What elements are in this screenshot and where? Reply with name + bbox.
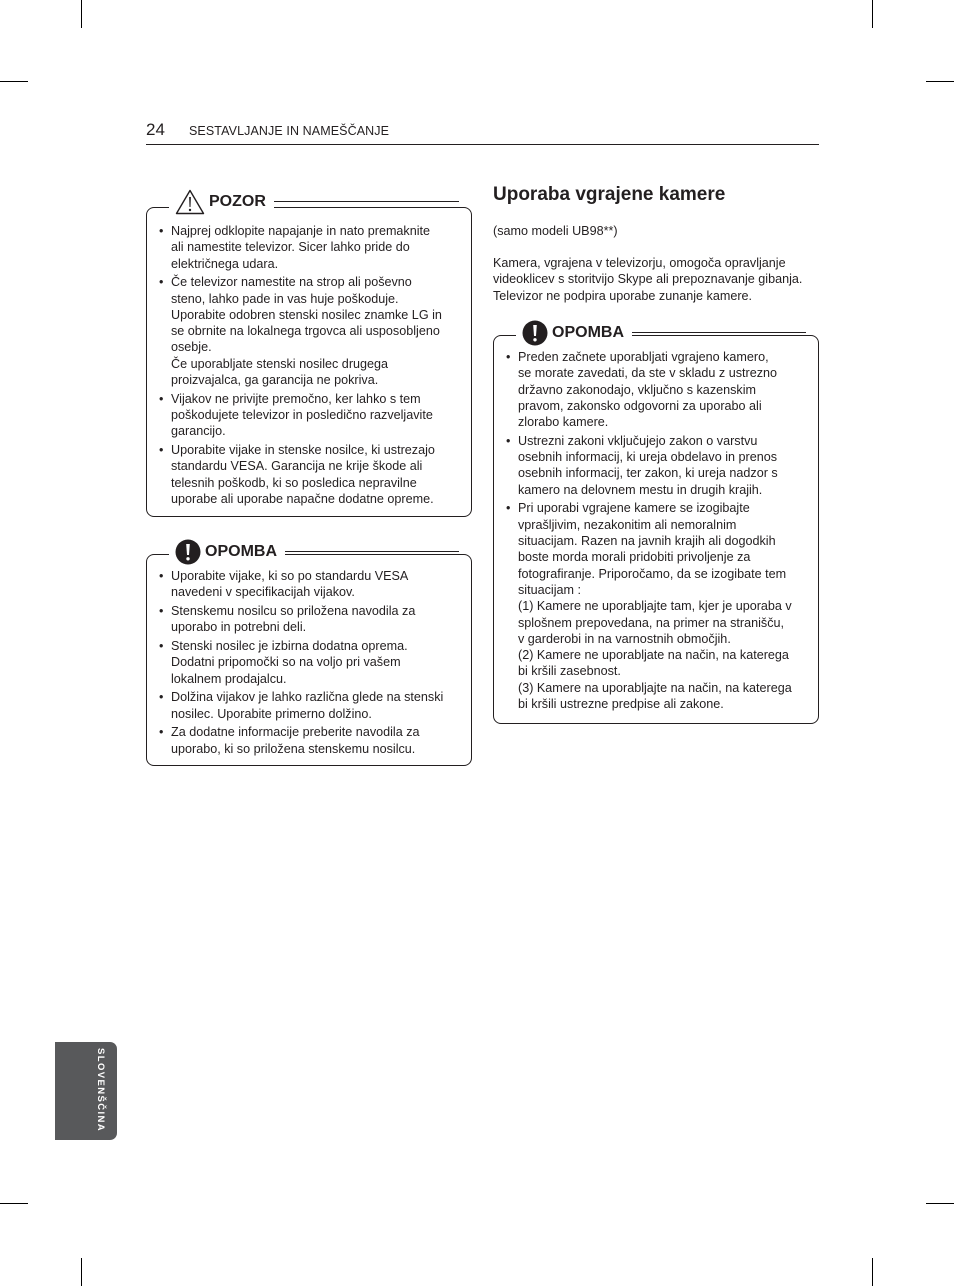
header-divider [146,144,819,145]
list-item: • Pri uporabi vgrajene kamere se izogibajte vprašljivim, nezakonitim ali nemoralnim situacijam. Razen na javnih krajih ali dogodkih boste morda morali pridobiti privoljenje za fotografiranje. Priporočamo, da se izogibate tem situacijam : (1) Kamere ne uporabljajte tam, kjer je uporaba v splošnem prepovedana, na primer na stranišču, v garderobi in na varnostnih območjih. (2) Kamere ne uporabljate na način, na katerega bi kršili zasebnost. (3) Kamere na uporabljajte na način, na katerega bi kršili ustrezne predpise ali zakone. [506,500,814,712]
caution-box [146,193,472,517]
list-item: • Vijakov ne privijte premočno, ker lahko s tem poškodujete televizor in posledično razveljavite garancijo. [159,391,464,440]
note-header-left [169,539,459,565]
caution-label: POZOR [209,193,266,210]
language-tab [55,1042,117,1140]
language-label: SLOVENŠČINA [95,1048,106,1133]
caution-list [159,223,464,510]
list-item: • Uporabite vijake in stenske nosilce, ki ustrezajo standardu VESA. Garancija ne krije škode ali telesnih poškodb, ki so posledica nepravilne uporabe ali uporabe napačne dodatne opreme. [159,442,464,507]
warning-triangle-icon [175,189,205,215]
crop-mark [0,1203,28,1204]
list-item: • Dolžina vijakov je lahko različna glede na stenski nosilec. Uporabite primerno dolžino. [159,689,464,722]
crop-mark [81,0,82,28]
exclamation-icon [522,320,548,346]
crop-mark [872,1258,873,1286]
section-title: Uporaba vgrajene kamere [493,184,726,205]
list-item: • Uporabite vijake, ki so po standardu VESA navedeni v specifikacijah vijakov. [159,568,464,601]
models-note: (samo modeli UB98**) [493,224,618,238]
camera-description: Kamera, vgrajena v televizorju, omogoča opravljanje videoklicev s storitvijo Skype ali prepoznavanje gibanja. Televizor ne podpira uporabe zunanje kamere. [493,256,803,303]
crop-mark [872,0,873,28]
note-header-right [516,320,806,346]
list-item: • Za dodatne informacije preberite navodila za uporabo, ki so priložena stenskemu nosilcu. [159,724,464,757]
section-header: SESTAVLJANJE IN NAMEŠČANJE [189,124,390,138]
caution-header [169,189,459,215]
list-item: • Najprej odklopite napajanje in nato premaknite ali namestite televizor. Sicer lahko pride do električnega udara. [159,223,464,272]
note-label-left: OPOMBA [205,543,277,560]
note-label-right: OPOMBA [552,324,624,341]
crop-mark [0,81,28,82]
page-number: 24 [146,120,165,139]
crop-mark [926,81,954,82]
note-box-right [493,324,819,724]
note-list-right [506,349,814,715]
list-item: • Če televizor namestite na strop ali poševno steno, lahko pade in vas huje poškoduje. Uporabite odobren stenski nosilec znamke LG in se obrnite na lokalnega trgovca ali usposobljeno osebje. Če uporabljate stenski nosilec drugega proizvajalca, ga garancija ne pokriva. [159,274,464,388]
list-item: • Preden začnete uporabljati vgrajeno kamero, se morate zavedati, da ste v skladu z ustrezno državno zakonodajo, vključno s kazenskim pravom, zakonsko odgovorni za uporabo ali zlorabo kamere. [506,349,814,430]
note-list-left [159,568,464,759]
exclamation-icon [175,539,201,565]
note-box-left [146,543,472,766]
list-item: • Ustrezni zakoni vključujejo zakon o varstvu osebnih informacij, ki ureja obdelavo in prenos osebnih informacij, ter zakon, ki ureja nadzor s kamero na delovnem mestu in drugih krajih. [506,433,814,498]
crop-mark [81,1258,82,1286]
list-item: • Stenskemu nosilcu so priložena navodila za uporabo in potrebni deli. [159,603,464,636]
list-item: • Stenski nosilec je izbirna dodatna oprema. Dodatni pripomočki so na voljo pri vašem lokalnem prodajalcu. [159,638,464,687]
crop-mark [926,1203,954,1204]
